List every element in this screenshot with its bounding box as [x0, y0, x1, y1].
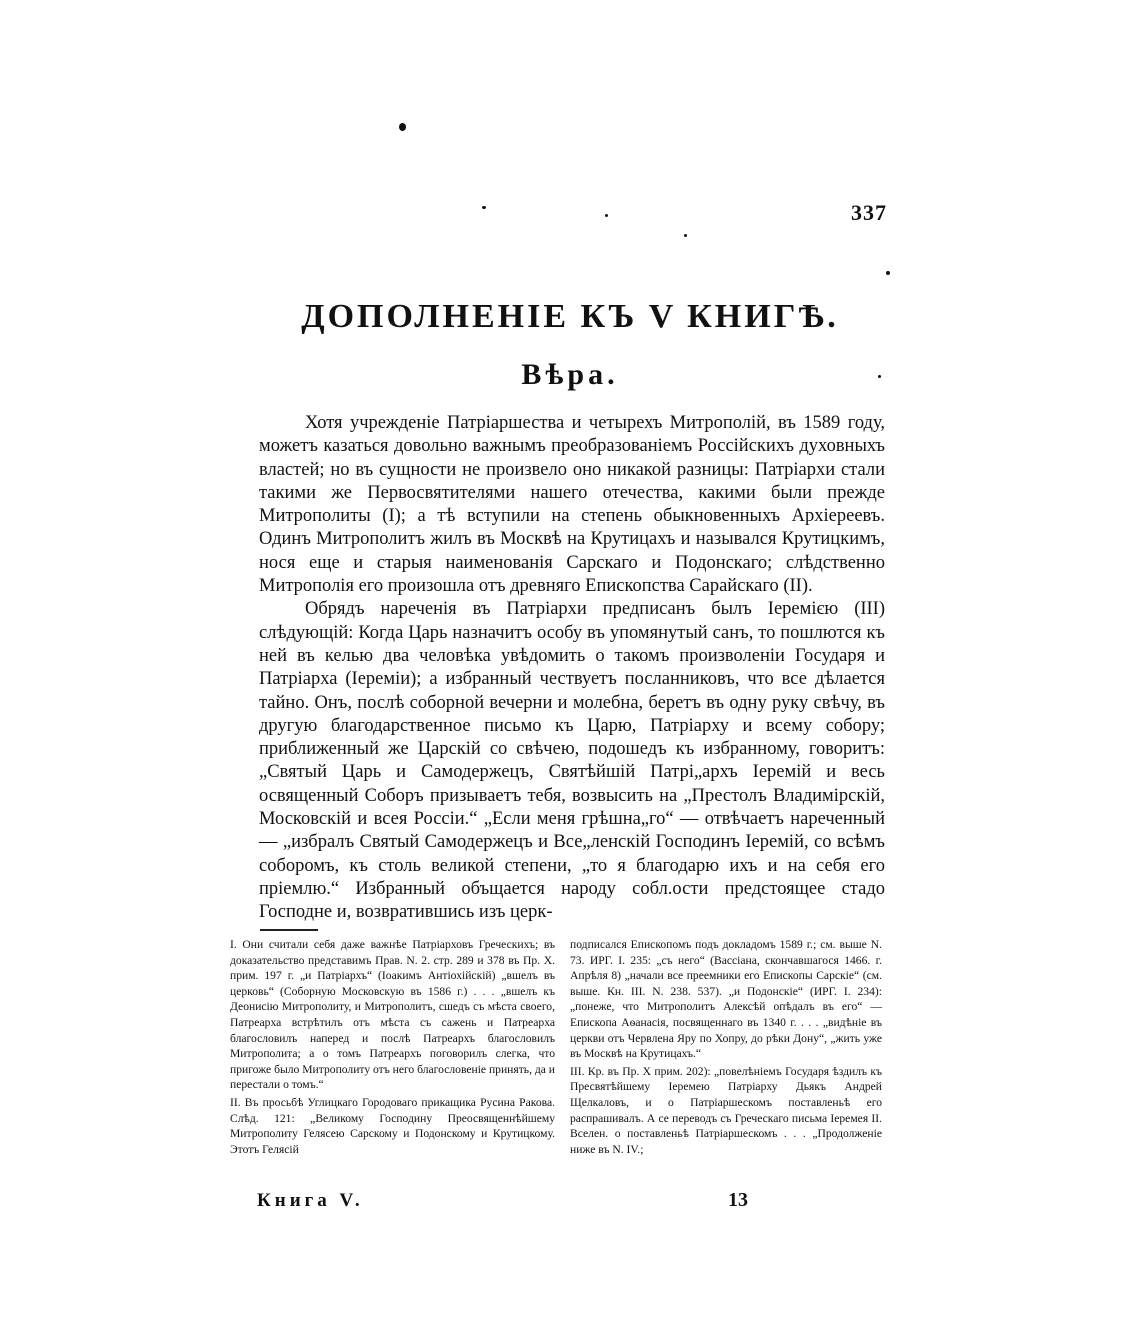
footnote: II. Въ просьбѣ Углицкаго Городоваго прикащика Русина Ракова. Слѣд. 121: „Великому Господину Преосвященнѣйшему Митрополиту Гелясею Сарскому и Подонскому и Крутицкому. Этотъ Гелясій [230, 1095, 555, 1156]
section-title: Вѣра. [521, 358, 619, 391]
paragraph: Обрядъ нареченія въ Патріархи предписанъ былъ Іеремією (III) слѣдующій: Когда Царь назначитъ особу въ упомянутый санъ, то пошлются къ ней въ келью два человѣка увѣдомить о такомъ произволеніи Государя и Патріарха (Іереміи); а избранный чествуетъ посланниковъ, что все дѣлается тайно. Онъ, послѣ соборной вечерни и молебна, беретъ въ одну руку свѣчу, въ другую благодарственное письмо къ Царю, Патріарху и всему собору; приближенный же Царскій со свѣчею, подошедъ къ избранному, говоритъ: „Святый Царь и Самодержецъ, Святѣйшій Патрі„архъ Іеремій и весь освященный Соборъ призываетъ тебя, возвысить на „Престолъ Владимірскій, Московскій и всея Россіи.“ „Если меня грѣшна„го“ — отвѣчаетъ нареченный — „избралъ Святый Самодержецъ и Все„ленскій Господинъ Іеремій, со всѣмъ соборомъ, къ столь великой степени, „то я благодарю ихъ и на себя его пріемлю.“ Избранный объщается народу собл.ости предстоящее стадо Господне и, возвратившись изъ церк- [259, 599, 885, 923]
footnote-divider [260, 929, 318, 931]
page-number: 337 [851, 200, 887, 225]
footnote: подписался Епископомъ подъ докладомъ 1589 г.; см. выше N. 73. ИРГ. I. 235: „съ него“ (Вассіана, скончавшагося 1466. г. Апрѣля 8) „начали все преемники его Епископы Сарскіе“ (см. выше. Кн. III. N. 238. 537). „и Подонскіе“ (ИРГ. I. 234): „понеже, что Митрополитъ Алексѣй опѣдалъ въ его“ — Епископа Аѳанасія, посвященнаго въ 1340 г. . . . „видѣніе въ церкви отъ Червлена Яру по Хопру, до рѣки Дону“, „жить уже въ Москвѣ на Крутицахъ.“ [570, 938, 882, 1061]
ink-speck [684, 234, 687, 237]
main-text [259, 412, 885, 925]
chapter-title: ДОПОЛНЕНІЕ КЪ V КНИГѢ. [301, 298, 839, 335]
ink-speck [605, 214, 608, 217]
footnote: I. Они считали себя даже важнѣе Патріарховъ Греческихъ; въ доказательство представимъ Прав. N. 2. стр. 289 и 378 въ Пр. X. прим. 197 г. „и Патріархъ“ (Іоакимъ Антіохійскій) „вшелъ въ церковь“ (Соборную Московскую въ 1586 г.) . . . „вшелъ къ Деонисію Митрополиту, и Митрополитъ, сшедъ съ мѣста своего, Патреарха встрѣтилъ отъ мѣста съ сажень и Патреарха благословилъ наперед и послѣ Патреархъ благословилъ Митрополита; а о томъ Патреархъ поговорилъ слегка, что пригоже было Митрополиту отъ него благословеніе принять, да и перестали о томъ.“ [230, 938, 556, 1092]
footnote: III. Кр. въ Пр. X прим. 202): „повелѣніемъ Государя ѣздилъ къ Пресвятѣйшему Іеремею Патріарху Дьякъ Андрей Щелкаловъ, и о Патріаршескомъ поставленьѣ его распрашивалъ. А се переводъ съ Греческаго письма Іеремея II. Вселен. о поставленьѣ Патріаршескомъ . . . „Продолженіе ниже въ N. IV.; [570, 1064, 882, 1156]
printer-signature: Книга V. [257, 1190, 364, 1211]
ink-speck [482, 206, 486, 209]
paragraph: Хотя учрежденіе Патріаршества и четырехъ Митрополій, въ 1589 году, можетъ казаться довольно важнымъ преобразованіемъ Россійскихъ духовныхъ властей; но въ сущности не произвело оно никакой разницы: Патріархи стали такими же Первосвятителями нашего отечества, какими были прежде Митрополиты (I); а тѣ вступили на степень обыкновенныхъ Архіереевъ. Одинъ Митрополитъ жилъ въ Москвѣ на Крутицахъ и назывался Крутицкимъ, нося еще и старыя наименованія Сарскаго и Подонскаго; слѣдственно Митрополія его произошла отъ древняго Епископства Сарайскаго (II). [259, 413, 885, 597]
footnotes-right-column [570, 937, 882, 1159]
ink-speck [399, 123, 406, 131]
ink-speck [886, 271, 890, 275]
footnotes-left-column [230, 937, 555, 1159]
sheet-number: 13 [728, 1189, 748, 1211]
